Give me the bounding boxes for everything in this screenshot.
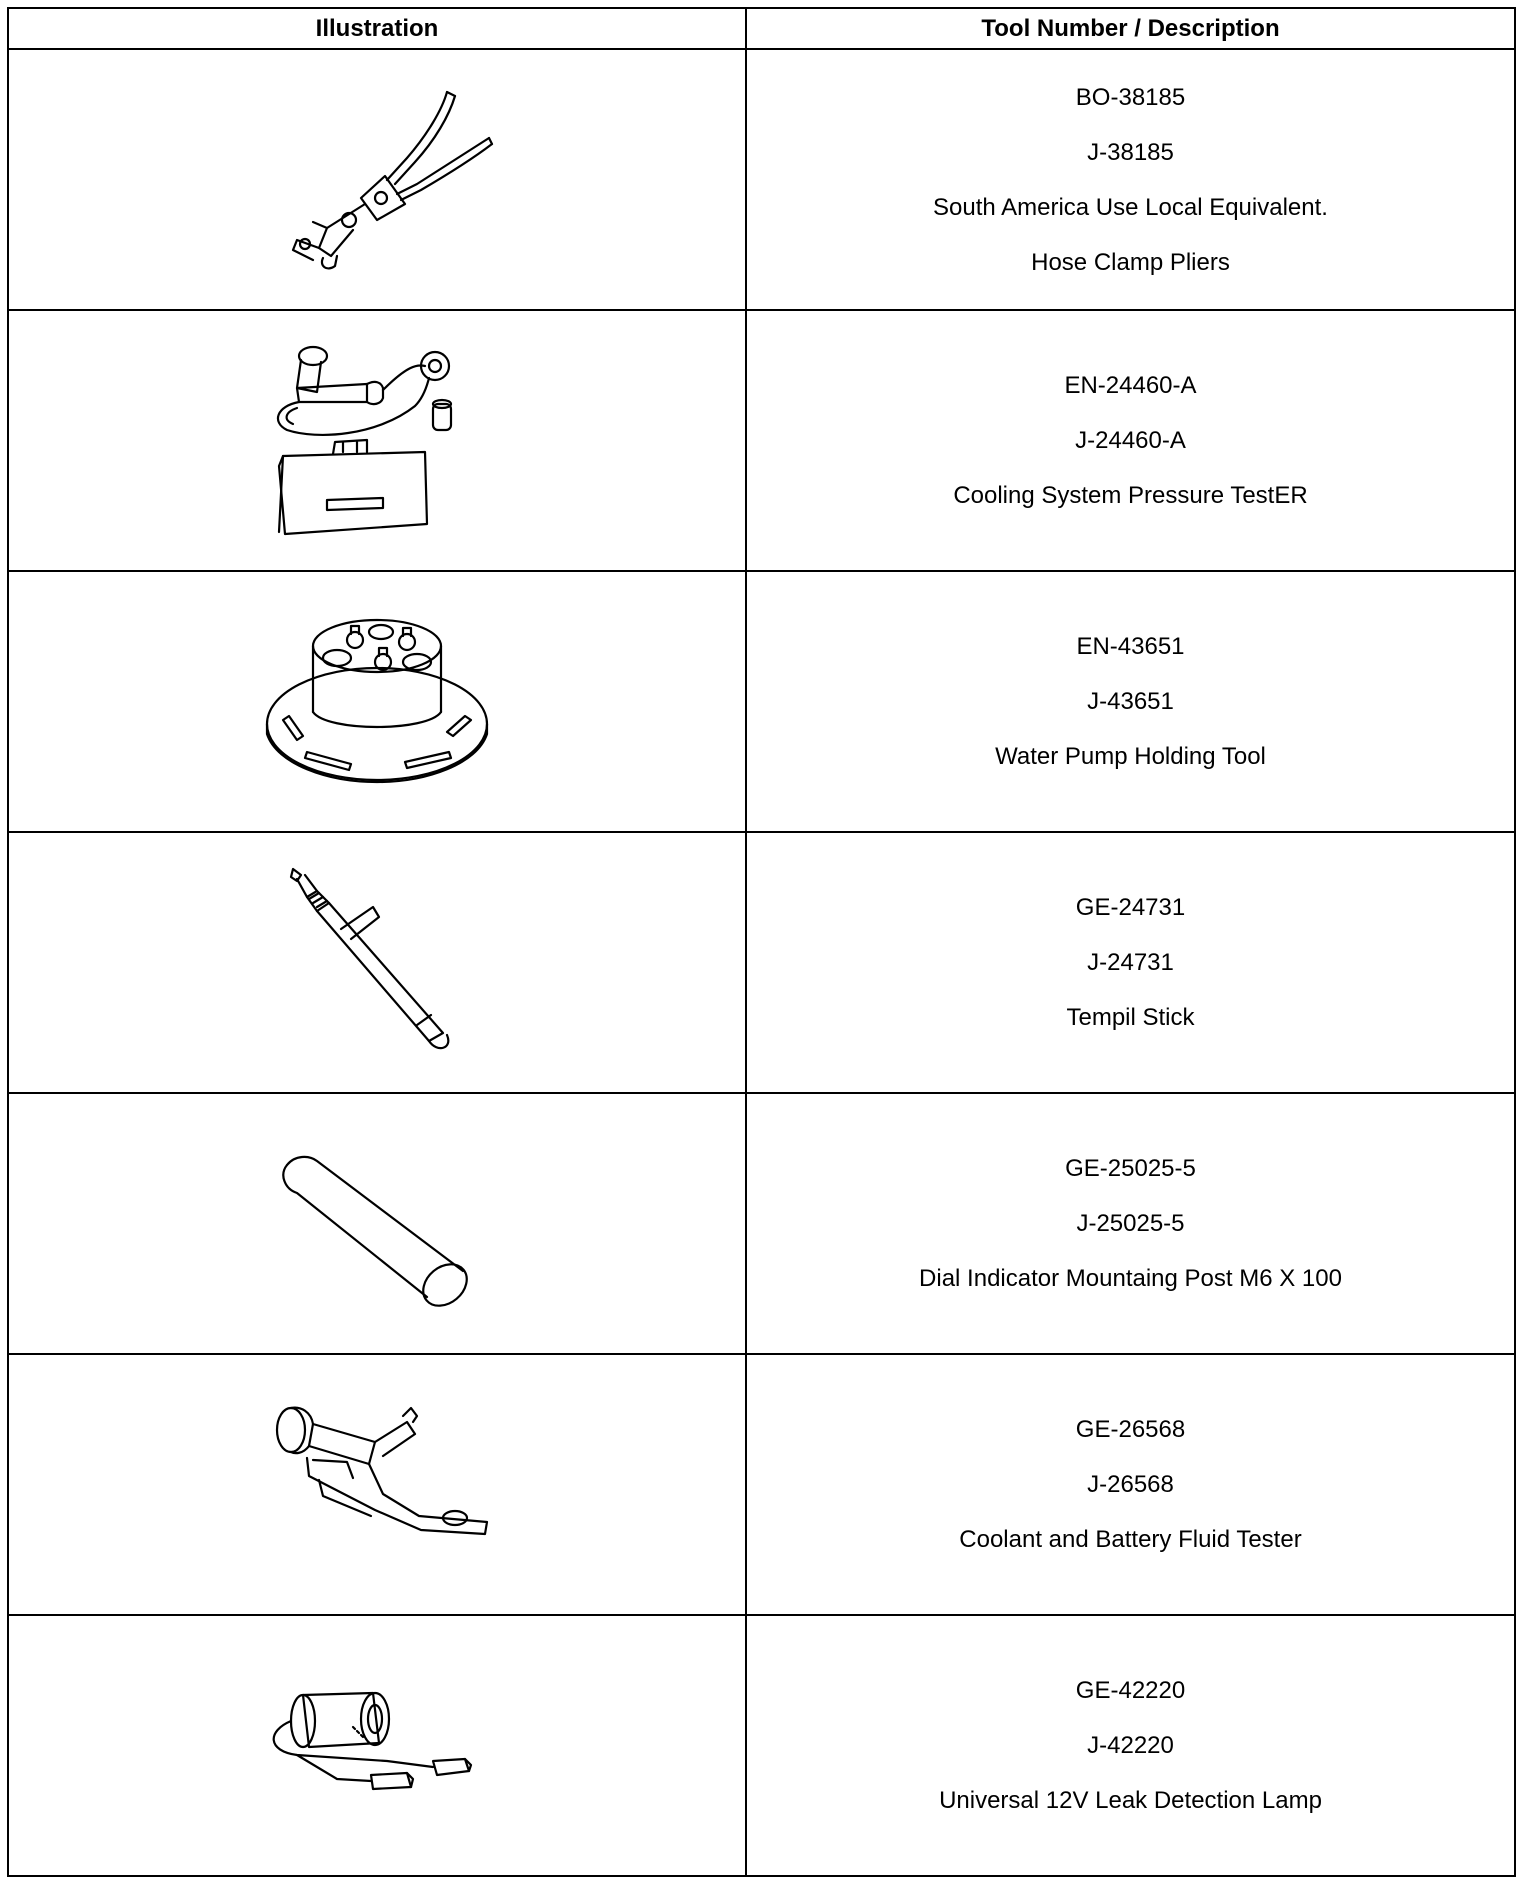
tempil-stick-icon (257, 863, 497, 1063)
tool-note: South America Use Local Equivalent. (933, 193, 1328, 221)
illustration-cell (8, 571, 746, 832)
tool-number-secondary: J-25025-5 (1076, 1210, 1185, 1237)
tool-number-primary: GE-26568 (1075, 1416, 1186, 1443)
tool-description: Tempil Stick (1066, 1004, 1195, 1031)
header-tool-description: Tool Number / Description (746, 8, 1515, 49)
header-illustration: Illustration (8, 8, 746, 49)
illustration-cell (8, 1093, 746, 1354)
tool-number-primary: EN-43651 (1076, 633, 1185, 660)
description-cell (746, 49, 1515, 310)
description-cell (746, 1093, 1515, 1354)
description-cell (746, 571, 1515, 832)
leak-detection-lamp-icon (257, 1671, 497, 1821)
water-pump-holding-tool-icon (257, 612, 497, 792)
tool-description: Dial Indicator Mountaing Post M6 X 100 (919, 1265, 1342, 1292)
tool-number-primary: GE-42220 (1075, 1677, 1186, 1704)
table-row (8, 1615, 1515, 1876)
hose-clamp-pliers-icon (257, 80, 497, 280)
mounting-post-icon (257, 1139, 497, 1309)
tool-number-primary: EN-24460-A (1064, 372, 1197, 399)
pressure-tester-icon (257, 336, 497, 546)
tool-number-primary: BO-38185 (1075, 83, 1186, 111)
description-cell (746, 832, 1515, 1093)
tool-number-secondary: J-43651 (1087, 688, 1174, 715)
tool-number-primary: GE-24731 (1075, 894, 1186, 921)
table-row (8, 1354, 1515, 1615)
table-row (8, 49, 1515, 310)
tool-description: Coolant and Battery Fluid Tester (959, 1526, 1302, 1553)
special-tools-table (7, 7, 1516, 1877)
tool-number-secondary: J-26568 (1087, 1471, 1174, 1498)
table-row (8, 310, 1515, 571)
tool-description: Cooling System Pressure TestER (953, 482, 1308, 509)
table-row (8, 832, 1515, 1093)
tool-number-primary: GE-25025-5 (1065, 1155, 1196, 1182)
tool-number-secondary: J-38185 (1087, 138, 1174, 166)
tool-number-secondary: J-24731 (1087, 949, 1174, 976)
description-cell (746, 1615, 1515, 1876)
tool-description: Hose Clamp Pliers (1031, 248, 1230, 276)
table-header-row (8, 8, 1515, 49)
tool-number-secondary: J-42220 (1087, 1732, 1174, 1759)
table-row (8, 571, 1515, 832)
tool-description: Universal 12V Leak Detection Lamp (939, 1787, 1322, 1814)
tool-description: Water Pump Holding Tool (995, 743, 1266, 770)
illustration-cell (8, 49, 746, 310)
description-cell (746, 310, 1515, 571)
illustration-cell (8, 310, 746, 571)
description-cell (746, 1354, 1515, 1615)
tool-number-secondary: J-24460-A (1075, 427, 1186, 454)
illustration-cell (8, 1354, 746, 1615)
fluid-tester-icon (257, 1400, 497, 1570)
table-row (8, 1093, 1515, 1354)
illustration-cell (8, 1615, 746, 1876)
illustration-cell (8, 832, 746, 1093)
